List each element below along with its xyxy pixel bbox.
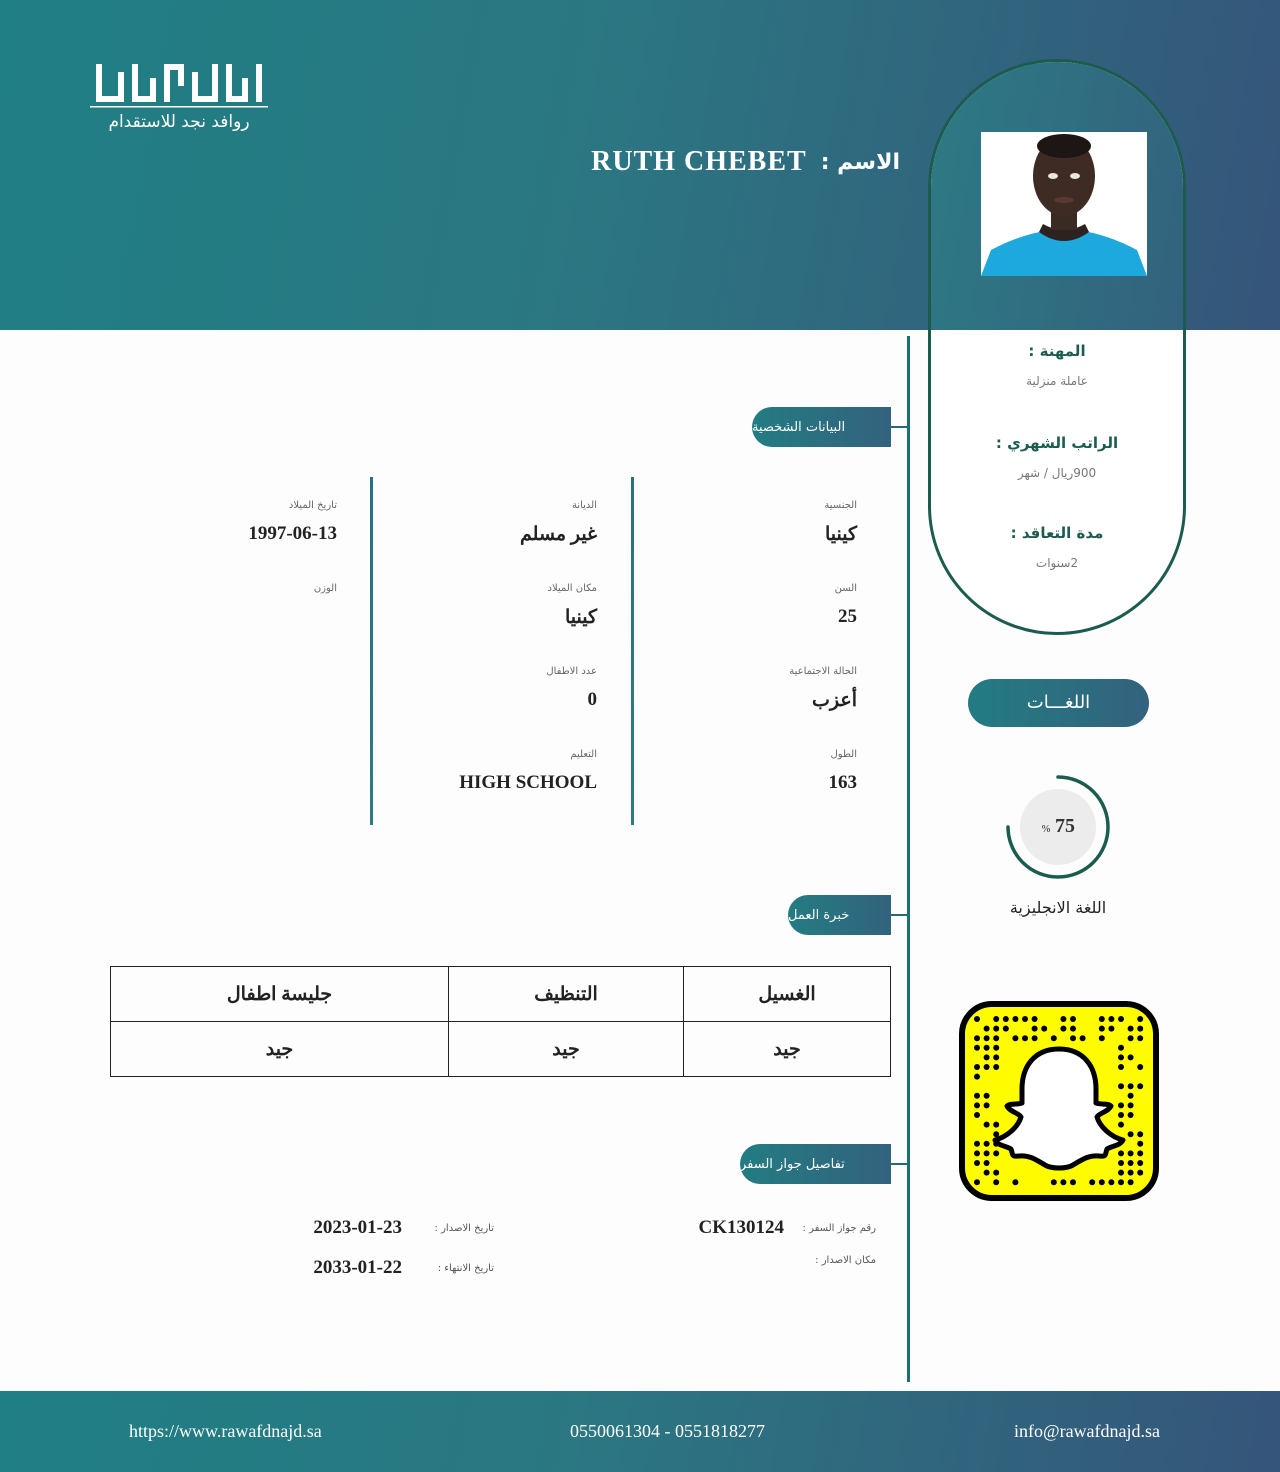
snapcode-dot <box>1128 1102 1134 1108</box>
snapcode-dot <box>984 1102 990 1108</box>
field-value: كينيا <box>564 607 597 628</box>
field-value: 25 <box>838 606 857 627</box>
snapcode-dot <box>1128 1160 1134 1166</box>
field-value: CK130124 <box>698 1217 784 1238</box>
table-header-cell: التنظيف <box>449 967 684 1022</box>
profile-card-top <box>931 62 1183 330</box>
snapcode-dot <box>974 1102 980 1108</box>
section-connector <box>891 426 908 428</box>
table-header-cell: جليسة اطفال <box>111 967 449 1022</box>
snapcode-dot <box>1128 1170 1134 1176</box>
column-divider <box>370 477 373 825</box>
snapcode-dot <box>1099 1179 1105 1185</box>
snapcode-dot <box>1128 1150 1134 1156</box>
snapcode-dot <box>1051 1179 1057 1185</box>
snapcode-dot <box>1032 1016 1038 1022</box>
snapcode-qr[interactable] <box>959 1001 1159 1201</box>
snapcode-dot <box>993 1064 999 1070</box>
field-label: مكان الاصدار : <box>815 1255 876 1266</box>
salary-value: 900ريال / شهر <box>1017 466 1097 480</box>
contract-field <box>931 524 1183 570</box>
snapcode-dot <box>974 1179 980 1185</box>
snapcode-dot <box>1108 1179 1114 1185</box>
website-link[interactable]: https://www.rawafdnajd.sa <box>129 1421 322 1441</box>
snapcode-dot <box>1070 1016 1076 1022</box>
snapcode-dot <box>1118 1045 1124 1051</box>
weight-field <box>137 583 337 606</box>
snapcode-dot <box>1118 1170 1124 1176</box>
field-value: 0 <box>587 689 597 710</box>
children-field <box>397 666 597 711</box>
snapcode-dot <box>974 1064 980 1070</box>
field-value: كينيا <box>824 524 857 545</box>
snapcode-dot <box>984 1160 990 1166</box>
passport-issue-date-field <box>313 1217 494 1239</box>
marital-status-field <box>657 666 857 712</box>
snapcode-dot <box>984 1170 990 1176</box>
column-divider <box>631 477 634 825</box>
snapcode-dot <box>1051 1035 1057 1041</box>
timeline-divider <box>907 336 910 1382</box>
snapcode-dot <box>1003 1026 1009 1032</box>
snapcode-dot <box>984 1141 990 1147</box>
snapcode-dot <box>1022 1016 1028 1022</box>
email-link[interactable]: info@rawafdnajd.sa <box>1014 1421 1161 1441</box>
snapcode-dot <box>984 1035 990 1041</box>
field-value: أعزب <box>812 690 857 711</box>
snapcode-dot <box>974 1016 980 1022</box>
occupation-field <box>931 342 1183 388</box>
snapcode-dot <box>1137 1083 1143 1089</box>
salary-field <box>931 434 1183 480</box>
snapcode-dot <box>1080 1035 1086 1041</box>
snapcode-dot <box>1099 1016 1105 1022</box>
section-connector <box>891 914 908 916</box>
snapcode-dot <box>984 1045 990 1051</box>
field-label: السن <box>834 583 857 594</box>
snapcode-dot <box>993 1170 999 1176</box>
snapcode-dot <box>993 1122 999 1128</box>
education-field <box>397 749 597 794</box>
snapcode-dot <box>984 1054 990 1060</box>
profile-card <box>928 59 1186 635</box>
field-label: تاريخ الميلاد <box>288 500 337 511</box>
table-cell: جيد <box>684 1022 891 1077</box>
snapcode-dot <box>1118 1102 1124 1108</box>
field-label: عدد الاطفال <box>546 666 597 677</box>
snapcode-dot <box>974 1045 980 1051</box>
age-field <box>657 583 857 628</box>
snapcode-dot <box>1118 1112 1124 1118</box>
snapcode-dot <box>1108 1026 1114 1032</box>
table-row <box>111 1022 891 1077</box>
field-value: 2033-01-22 <box>313 1257 402 1278</box>
phone-numbers: 0550061304 - 0551818277 <box>570 1421 765 1441</box>
snapcode-dot <box>1137 1170 1143 1176</box>
snapcode-dot <box>984 1064 990 1070</box>
field-label: التعليم <box>570 749 597 760</box>
snapcode-dot <box>1099 1026 1105 1032</box>
birthplace-field <box>397 583 597 629</box>
snapcode-dot <box>1012 1035 1018 1041</box>
snapcode-dot <box>993 1016 999 1022</box>
snapcode-dot <box>1060 1016 1066 1022</box>
snapcode-dot <box>1128 1026 1134 1032</box>
field-value: غير مسلم <box>520 524 597 545</box>
snapcode-dot <box>1118 1122 1124 1128</box>
candidate-photo <box>981 132 1147 276</box>
snapcode-dot <box>974 1150 980 1156</box>
snapcode-dot <box>1070 1026 1076 1032</box>
language-percent <box>1006 815 1110 838</box>
snapcode-dot <box>1070 1035 1076 1041</box>
passport-number-field <box>699 1217 877 1239</box>
field-label: الجنسية <box>824 500 857 511</box>
contract-value: 2سنوات <box>1035 556 1079 570</box>
snapcode-dot <box>1128 1131 1134 1137</box>
snapcode-dot <box>1118 1064 1124 1070</box>
table-header-cell: الغسيل <box>684 967 891 1022</box>
snapcode-dot <box>993 1150 999 1156</box>
field-label: الطول <box>830 749 857 760</box>
name-label: الاسم : <box>820 149 900 175</box>
field-label: الحالة الاجتماعية <box>789 666 857 677</box>
snapcode-dot <box>984 1026 990 1032</box>
section-connector <box>891 1163 908 1165</box>
snapcode-dot <box>1118 1016 1124 1022</box>
logo-subtitle: روافد نجد للاستقدام <box>108 112 250 132</box>
occupation-value: عاملة منزلية <box>1026 374 1088 388</box>
snapcode-dot <box>974 1093 980 1099</box>
experience-table <box>110 966 891 1077</box>
salary-label: الراتب الشهري : <box>995 434 1119 452</box>
snapcode-dot <box>974 1035 980 1041</box>
snapcode-dot <box>1108 1016 1114 1022</box>
snapcode-dot <box>1022 1035 1028 1041</box>
snapcode-dot <box>1137 1150 1143 1156</box>
snapcode-dot <box>1128 1083 1134 1089</box>
snapcode-dot <box>1137 1035 1143 1041</box>
snapcode-dot <box>1089 1179 1095 1185</box>
languages-button[interactable]: اللغـــات <box>968 679 1149 727</box>
snapcode-dot <box>1032 1035 1038 1041</box>
dob-field <box>137 500 337 545</box>
snapcode-dot <box>1137 1131 1143 1137</box>
nationality-field <box>657 500 857 546</box>
snapcode-dot <box>974 1112 980 1118</box>
snapcode-dot <box>1137 1141 1143 1147</box>
snapcode-dot <box>1012 1179 1018 1185</box>
table-cell: جيد <box>449 1022 684 1077</box>
percent-unit: % <box>1041 824 1051 835</box>
field-label: مكان الميلاد <box>547 583 597 594</box>
snapcode-dot <box>984 1122 990 1128</box>
field-value: 1997-06-13 <box>248 523 337 544</box>
passport-expiry-field <box>313 1257 494 1279</box>
snapcode-dot <box>1099 1035 1105 1041</box>
field-label: الديانة <box>571 500 597 511</box>
contract-label: مدة التعاقد : <box>1010 524 1104 542</box>
snapcode-dot <box>1128 1179 1134 1185</box>
snapcode-dot <box>1128 1093 1134 1099</box>
snapcode-dot <box>984 1093 990 1099</box>
field-value: HIGH SCHOOL <box>459 772 597 793</box>
snapcode-dot <box>1128 1035 1134 1041</box>
snapcode-dot <box>993 1035 999 1041</box>
section-personal-info: البيانات الشخصية <box>752 407 891 447</box>
snapcode-dot <box>1003 1016 1009 1022</box>
snapcode-dot <box>1060 1026 1066 1032</box>
snapcode-dot <box>1070 1179 1076 1185</box>
snapcode-dot <box>993 1179 999 1185</box>
field-value: 163 <box>828 772 857 793</box>
occupation-label: المهنة : <box>1028 342 1086 360</box>
candidate-name-row <box>591 146 900 178</box>
snapcode-dot <box>1137 1064 1143 1070</box>
religion-field <box>397 500 597 546</box>
snapcode-dot <box>1137 1026 1143 1032</box>
snapcode-dot <box>1128 1054 1134 1060</box>
section-work-experience: خبرة العمل <box>788 895 891 935</box>
snapcode-dot <box>1118 1160 1124 1166</box>
percent-value: 75 <box>1055 815 1075 837</box>
field-label: الوزن <box>313 583 337 594</box>
snapcode-dot <box>984 1150 990 1156</box>
snapcode-dot <box>974 1160 980 1166</box>
height-field <box>657 749 857 794</box>
table-header-row <box>111 967 891 1022</box>
field-value: 2023-01-23 <box>313 1217 402 1238</box>
snapcode-dot <box>1128 1112 1134 1118</box>
snapcode-dot <box>1118 1150 1124 1156</box>
snapcode-dot <box>1118 1054 1124 1060</box>
snapcode-dot <box>993 1131 999 1137</box>
candidate-name: RUTH CHEBET <box>591 146 807 177</box>
snapcode-dot <box>1041 1026 1047 1032</box>
snapcode-dot <box>974 1141 980 1147</box>
field-label: تاريخ الاصدار : <box>434 1222 494 1234</box>
table-cell: جيد <box>111 1022 449 1077</box>
field-label: رقم جواز السفر : <box>802 1222 876 1234</box>
snapcode-dot <box>974 1074 980 1080</box>
snapcode-dot <box>1060 1179 1066 1185</box>
snapcode-dot <box>1137 1016 1143 1022</box>
snapcode-dot <box>1137 1160 1143 1166</box>
field-label: تاريخ الانتهاء : <box>437 1262 494 1274</box>
snapcode-dot <box>1012 1016 1018 1022</box>
snapcode-dot <box>1118 1179 1124 1185</box>
passport-issue-place-field <box>784 1255 876 1266</box>
section-passport: تفاصيل جواز السفر <box>740 1144 891 1184</box>
snapcode-dot <box>1032 1026 1038 1032</box>
snapcode-dot <box>1118 1083 1124 1089</box>
language-name: اللغة الانجليزية <box>1009 898 1107 917</box>
snapcode-dot <box>993 1026 999 1032</box>
snapcode-dot <box>993 1045 999 1051</box>
snapcode-dot <box>993 1054 999 1060</box>
